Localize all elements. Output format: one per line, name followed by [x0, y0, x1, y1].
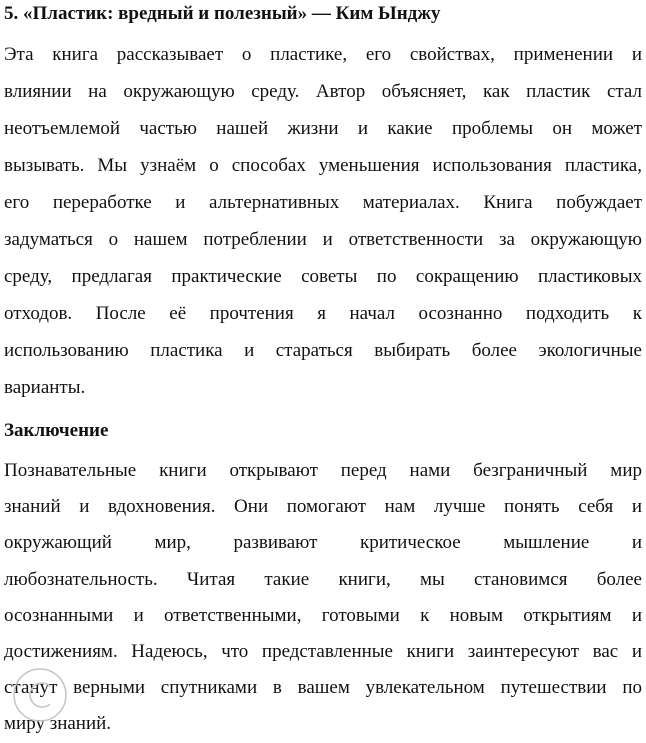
conclusion-paragraph [4, 453, 642, 743]
section-heading: 5. «Пластик: вредный и полезный» — Ким Ынджу [4, 3, 441, 24]
text-line: Эта книга рассказывает о пластике, его свойствах, применении и [4, 44, 642, 65]
document-page [4, 0, 642, 743]
text-line: вызывать. Мы узнаём о способах уменьшения использования пластика, [4, 155, 642, 176]
text-line: миру знаний. [4, 713, 112, 735]
text-line: знаний и вдохновения. Они помогают нам лучше понять себя и [4, 496, 642, 518]
text-line: отходов. После её прочтения я начал осознанно подходить к [4, 303, 642, 324]
text-line: Познавательные книги открывают перед нами безграничный мир [4, 460, 642, 481]
text-line: задуматься о нашем потреблении и ответственности за окружающую [4, 229, 642, 250]
text-line: любознательность. Читая такие книги, мы становимся более [4, 568, 642, 590]
text-line: осознанными и ответственными, готовыми к новым открытиям и [4, 604, 642, 626]
text-line: станут верными спутниками в вашем увлекательном путешествии по [4, 677, 642, 699]
text-line: варианты. [4, 377, 86, 398]
text-line: использованию пластика и стараться выбирать более экологичные [4, 340, 642, 361]
text-line: его переработке и альтернативных материалах. Книга побуждает [4, 192, 642, 213]
text-line: достижениям. Надеюсь, что представленные книги заинтересуют вас и [4, 640, 642, 662]
text-line: окружающий мир, развивают критическое мышление и [4, 532, 642, 554]
section-paragraph [4, 36, 642, 406]
conclusion-heading: Заключение [4, 420, 109, 441]
text-line: среду, предлагая практические советы по сокращению пластиковых [4, 266, 642, 287]
text-line: неотъемлемой частью нашей жизни и какие проблемы он может [4, 118, 642, 139]
text-line: влиянии на окружающую среду. Автор объясняет, как пластик стал [4, 81, 642, 102]
